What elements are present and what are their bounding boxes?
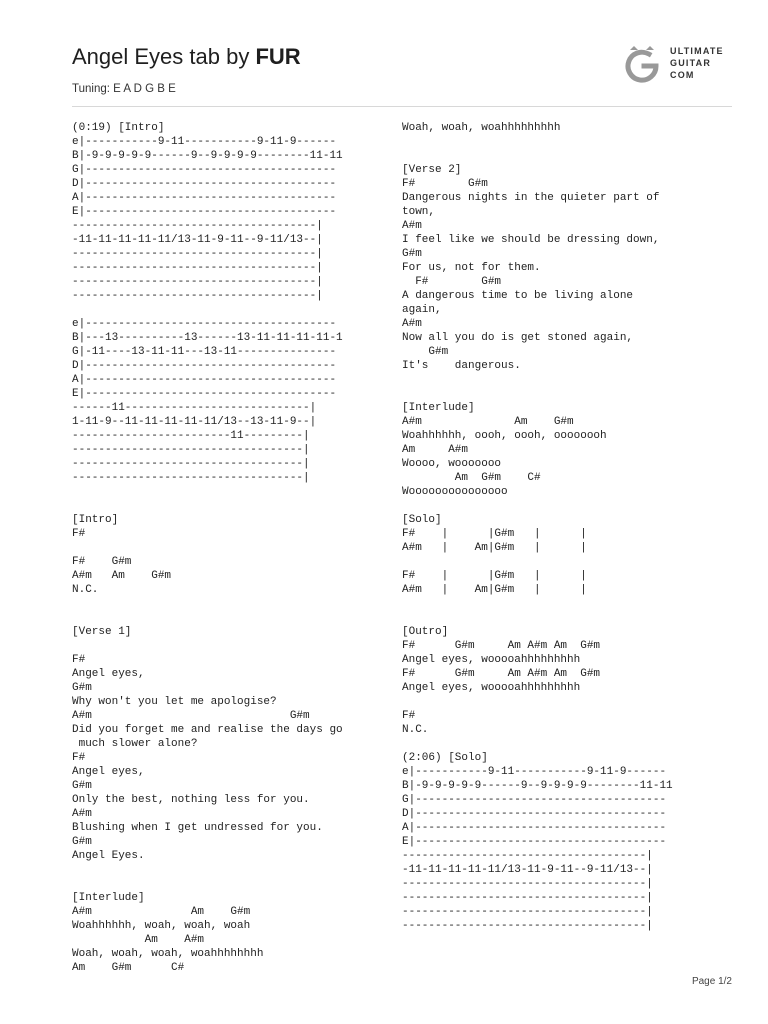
ultimate-guitar-logo <box>622 44 732 84</box>
tab-column-right: Woah, woah, woahhhhhhhhh [Verse 2] F# G#m Dangerous nights in the quieter part of town, A#m I feel like we should be dressing down, G#m For us, not for them. F# G#m A dangerous time to be living alone again, A#m Now all you do is get stoned again, G#m It's dangerous. [Interlude] A#m Am G#m Woahhhhhh, oooh, oooh, oooooooh Am A#m Woooo, wooooooo Am G#m C# Wooooooooooooooo [Solo] F# | |G#m | | A#m | Am|G#m | | F# | |G#m | | A#m | Am|G#m | | [Outro] F# G#m Am A#m Am G#m Angel eyes, wooooahhhhhhhhh F# G#m Am A#m Am G#m Angel eyes, wooooahhhhhhhhh F# N.C. (2:06) [Solo] e|-----------9-11-----------9-11-9------ B|-9-9-9-9-9------9--9-9-9-9--------11-11 G|-------------------------------------- D|-------------------------------------- A|-------------------------------------- E|-------------------------------------- -------------------------------------| -11-11-11-11-11/13-11-9-11--9-11/13--| -------------------------------------| -------------------------------------| -------------------------------------| -------------------------------------| <box>402 122 673 932</box>
header-divider <box>72 106 732 107</box>
ultimate-guitar-logo-icon <box>622 44 662 84</box>
song-title <box>72 44 301 70</box>
tuning-label: Tuning: E A D G B E <box>72 83 176 95</box>
song-title-prefix: Angel Eyes tab by <box>72 44 256 69</box>
page-number: Page 1/2 <box>691 976 732 987</box>
logo-word-3: COM <box>670 70 695 80</box>
logo-word-2: GUITAR <box>670 58 712 68</box>
logo-wordmark <box>670 45 724 81</box>
page-header <box>72 44 732 108</box>
logo-word-1: ULTIMATE <box>670 46 724 56</box>
tab-column-left: (0:19) [Intro] e|-----------9-11-----------9-11-9------ B|-9-9-9-9-9------9--9-9-9-9--------11-11 G|-------------------------------------- D|-------------------------------------- A|-------------------------------------- E|-------------------------------------- -------------------------------------| -11-11-11-11-11/13-11-9-11--9-11/13--| -------------------------------------| -------------------------------------| -------------------------------------| -------------------------------------| e|-------------------------------------- B|---13----------13------13-11-11-11-11-1 G|-11----13-11-11---13-11--------------- D|-------------------------------------- A|-------------------------------------- E|-------------------------------------- ------11----------------------------| 1-11-9--11-11-11-11-11/13--13-11-9--| ------------------------11---------| -----------------------------------| -----------------------------------| -----------------------------------| [Intro] F# F# G#m A#m Am G#m N.C. [Verse 1] F# Angel eyes, G#m Why won't you let me apologise? A#m G#m Did you forget me and realise the days go much slower alone? F# Angel eyes, G#m Only the best, nothing less for you. A#m Blushing when I get undressed for you. G#m Angel Eyes. [Interlude] A#m Am G#m Woahhhhhh, woah, woah, woah Am A#m Woah, woah, woah, woahhhhhhhh Am G#m C# <box>72 122 343 974</box>
artist-name: FUR <box>255 44 301 69</box>
